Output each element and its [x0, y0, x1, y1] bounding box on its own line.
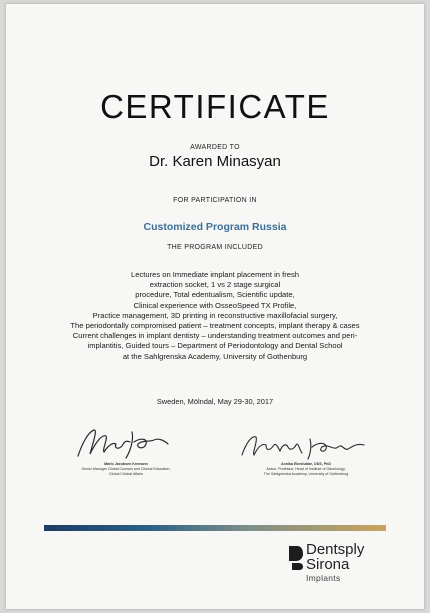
lecture-line: Current challenges in implant dentisty – understanding treatment outcomes and peri-	[72, 331, 358, 341]
program-included-label: THE PROGRAM INCLUDED	[167, 244, 263, 251]
certificate-title: CERTIFICATE	[100, 88, 330, 125]
left-signer-title-2: Global Clinical Affairs	[109, 472, 143, 476]
lecture-line: Practice management, 3D printing in reconstructive maxillofacial surgery,	[92, 310, 338, 320]
left-signer-info	[46, 462, 206, 477]
awarded-to-label: AWARDED TO	[190, 144, 240, 151]
brand-color-band	[44, 525, 386, 531]
left-signature	[68, 424, 178, 464]
program-name: Customized Program Russia	[143, 221, 287, 233]
lecture-line: procedure, Total edentualism, Scientific update,	[135, 290, 295, 300]
brand-line-1: Dentsply	[306, 541, 365, 558]
right-signer-title-2: The Sahlgrenska Academy, University of Gothenburg	[263, 472, 349, 476]
lecture-line: Clinical experience with OsseoSpeed TX Profile,	[133, 300, 297, 310]
brand-wordmark	[306, 542, 364, 584]
right-signer-name: Annika Ekestubbe, DDS, PhD	[281, 462, 331, 466]
lectures-list	[36, 270, 394, 362]
lecture-line: Lectures on Immediate implant placement in fresh	[131, 270, 299, 279]
place-date: Sweden, Mölndal, May 29-30, 2017	[156, 397, 274, 406]
lecture-line: implantitis, Guided tours – Department of Periodontology and Dental School	[87, 341, 343, 351]
lecture-line: at the Sahlgrenska Academy, University of Gothenburg	[122, 351, 308, 361]
left-signer-title: Senior Manager Global Courses and Clinical Education,	[81, 467, 171, 471]
right-signature	[236, 429, 376, 465]
brand-line-3: Implants	[306, 573, 341, 583]
recipient-name: Dr. Karen Minasyan	[149, 153, 281, 170]
left-signer-name: Mario Jacobsen Kremann	[104, 462, 148, 466]
brand-line-2: Sirona	[306, 556, 350, 573]
right-signer-title: Assoc. Professor, Head of Institute of Odontology,	[266, 467, 346, 471]
lecture-line: extraction socket, 1 vs 2 stage surgical	[149, 280, 281, 290]
right-signer-info	[226, 462, 386, 477]
dentsply-sirona-logo-icon	[288, 545, 304, 571]
lecture-line: The periodontally compromised patient – treatment concepts, implant therapy & cases	[70, 321, 360, 331]
certificate-sheet	[6, 4, 424, 609]
participation-label: FOR PARTICIPATION IN	[173, 197, 257, 204]
